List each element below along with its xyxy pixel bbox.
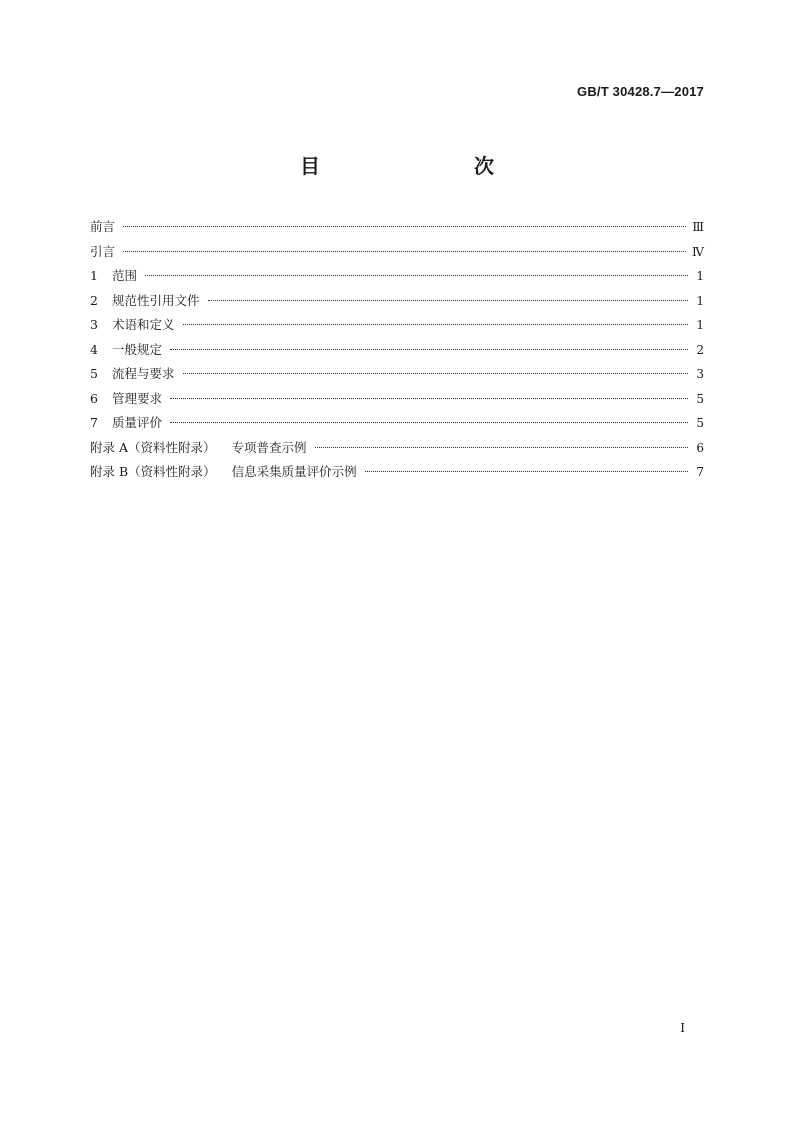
toc-entry-page: 3 <box>696 367 704 381</box>
toc-entry-label: 术语和定义 <box>112 317 175 332</box>
toc-entry-management-requirements[interactable] <box>90 389 704 414</box>
toc-entry-label: 信息采集质量评价示例 <box>231 464 357 479</box>
dot-leader <box>123 251 686 252</box>
dot-leader <box>170 422 688 423</box>
toc-entry-annex-b[interactable] <box>90 462 704 487</box>
toc-entry-label: 前言 <box>90 219 116 234</box>
toc-entry-label: 质量评价 <box>112 415 163 430</box>
dot-leader <box>123 226 686 227</box>
dot-leader <box>365 471 688 472</box>
toc-entry-page: 5 <box>696 391 704 406</box>
dot-leader <box>183 373 688 374</box>
toc-entry-terms-definitions[interactable] <box>90 315 704 340</box>
dot-leader <box>145 275 688 276</box>
toc-entry-label: 管理要求 <box>112 390 163 406</box>
toc-entry-introduction[interactable] <box>90 242 704 267</box>
dot-leader <box>170 398 688 399</box>
toc-entry-page: 5 <box>696 416 704 430</box>
toc-entry-annex-a[interactable] <box>90 438 704 463</box>
toc-entry-label: 范围 <box>112 268 138 283</box>
toc-entry-page: 1 <box>696 293 704 308</box>
toc-entry-label: 流程与要求 <box>112 366 175 381</box>
toc-entry-page: Ⅲ <box>692 220 704 234</box>
toc-entry-page: 6 <box>696 440 704 455</box>
dot-leader <box>183 324 688 325</box>
toc-entry-number: 6 <box>90 390 98 406</box>
toc-entry-page: 1 <box>696 318 704 332</box>
toc-entry-label: 引言 <box>90 243 116 259</box>
toc-entry-page: Ⅳ <box>692 244 704 259</box>
toc-entry-quality-evaluation[interactable] <box>90 413 704 438</box>
toc-entry-label: 专项普查示例 <box>231 439 307 455</box>
toc-entry-number: 4 <box>90 341 98 357</box>
toc-entry-process-requirements[interactable] <box>90 364 704 389</box>
toc-entry-normative-references[interactable] <box>90 291 704 316</box>
toc-entry-number: 5 <box>90 366 98 381</box>
dot-leader <box>208 300 688 301</box>
toc-entry-page: 1 <box>696 269 704 283</box>
toc-entry-number: 7 <box>90 415 98 430</box>
toc-entry-page: 2 <box>696 342 704 357</box>
dot-leader <box>315 447 688 448</box>
page-number: I <box>680 1021 685 1035</box>
toc-entry-label: 一般规定 <box>112 341 163 357</box>
toc-entry-annex-prefix: 附录 A（资料性附录） <box>90 439 216 455</box>
table-of-contents <box>90 217 704 487</box>
toc-entry-number: 1 <box>90 268 98 283</box>
toc-entry-annex-prefix: 附录 B（资料性附录） <box>90 464 216 479</box>
toc-entry-foreword[interactable] <box>90 217 704 242</box>
toc-entry-general-provisions[interactable] <box>90 340 704 365</box>
toc-entry-number: 2 <box>90 292 98 308</box>
toc-entry-page: 7 <box>696 465 704 479</box>
toc-title: 目 次 <box>300 154 532 178</box>
toc-entry-number: 3 <box>90 317 98 332</box>
standard-code: GB/T 30428.7—2017 <box>577 84 704 99</box>
dot-leader <box>170 349 688 350</box>
toc-entry-scope[interactable] <box>90 266 704 291</box>
toc-entry-label: 规范性引用文件 <box>112 292 200 308</box>
